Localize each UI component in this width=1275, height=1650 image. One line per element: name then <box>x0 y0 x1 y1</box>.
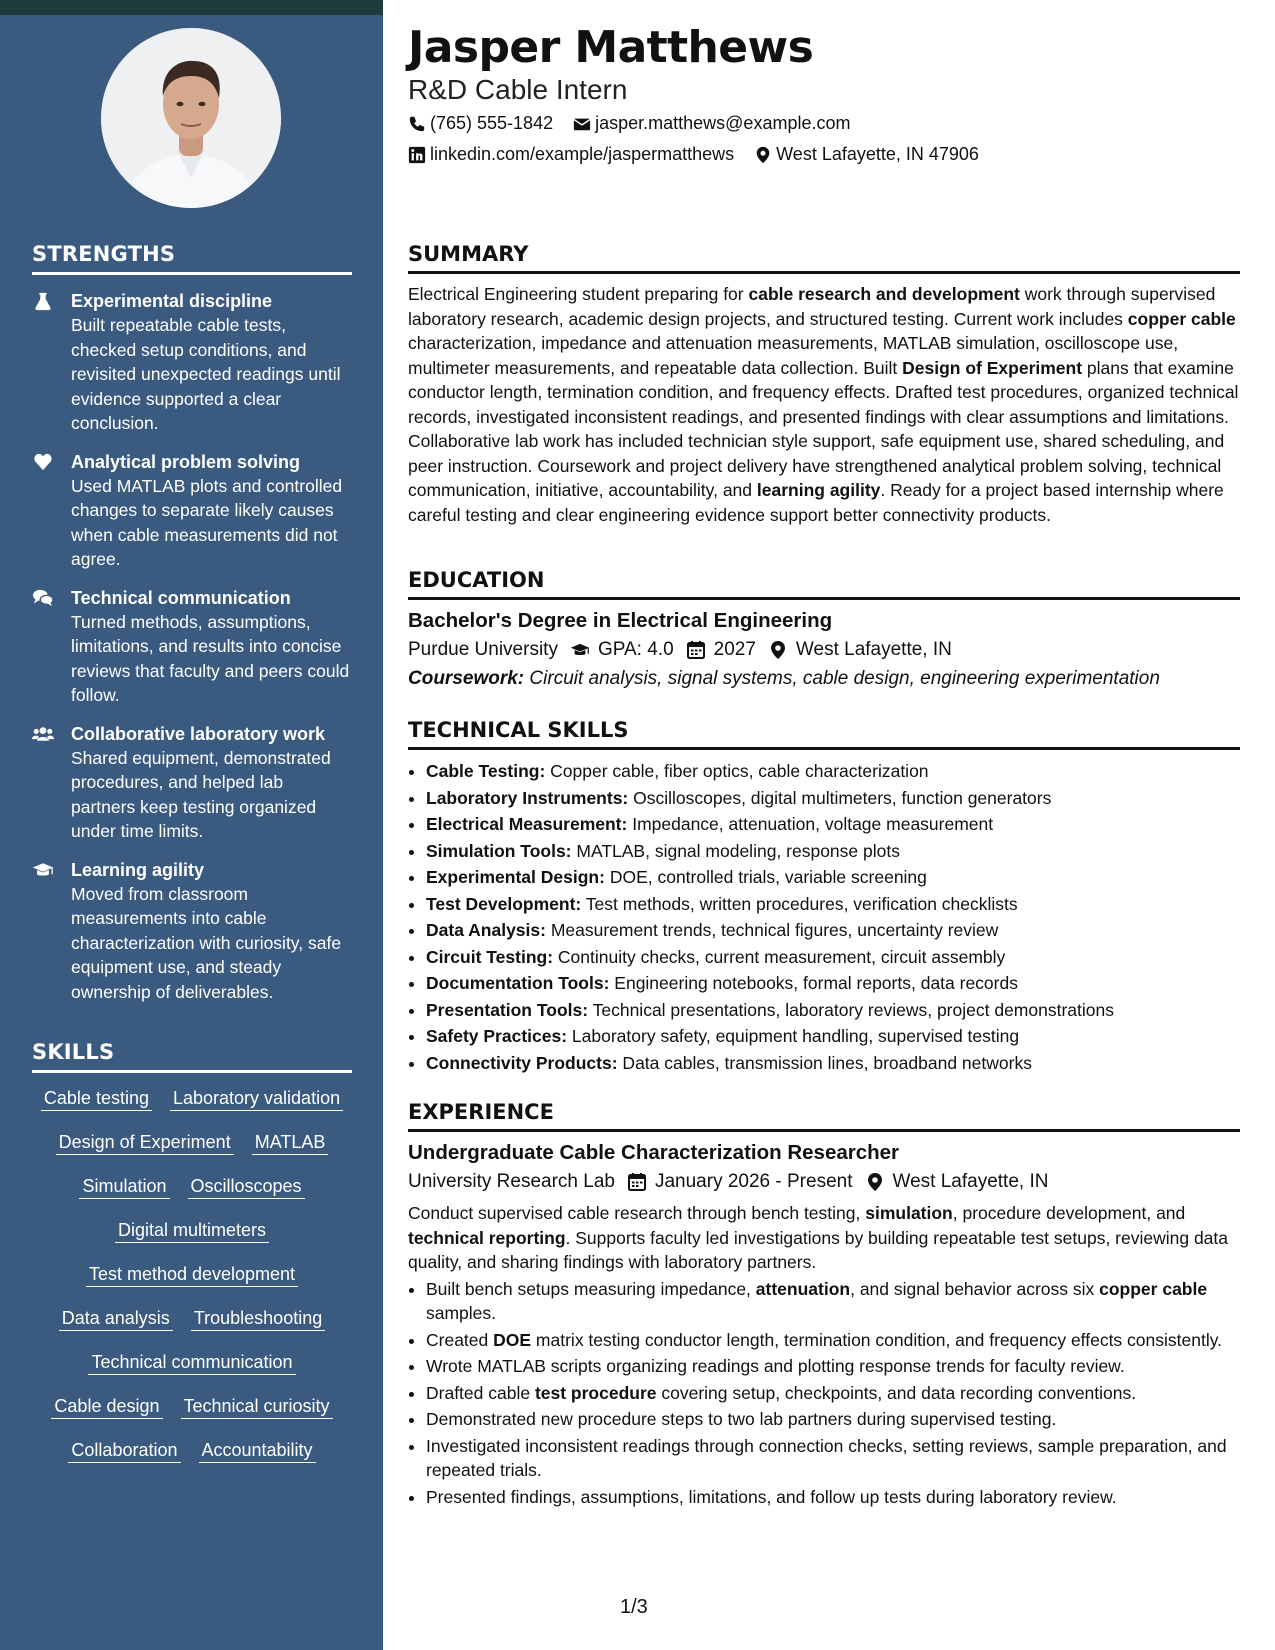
experience-dates-item <box>627 1171 853 1193</box>
text-segment: Investigated inconsistent readings through connection checks, setting reviews, sample preparation, and repeated trials. <box>426 1435 1227 1480</box>
text-segment: Built bench setups measuring impedance, <box>426 1278 756 1299</box>
text-segment: Created <box>426 1329 494 1350</box>
graduation-cap-icon <box>570 640 590 660</box>
technical-skill-item <box>426 998 1240 1023</box>
skill-category: Presentation Tools: <box>426 999 589 1020</box>
skill-row <box>32 1175 352 1199</box>
skill-tag: Cable testing <box>41 1087 152 1111</box>
strength-title: Technical communication <box>71 587 291 608</box>
avatar <box>101 28 281 208</box>
gpa-item <box>570 639 674 661</box>
strength-title: Collaborative laboratory work <box>71 723 326 744</box>
skills-section <box>32 1040 352 1483</box>
emphasis-text: copper cable <box>1099 1278 1208 1299</box>
skill-values: Data cables, transmission lines, broadband networks <box>617 1052 1032 1073</box>
text-segment: samples. <box>426 1303 497 1323</box>
emphasis-text: cable research and development <box>748 284 1020 304</box>
emphasis-text: Design of Experiment <box>902 357 1083 378</box>
technical-skill-item <box>426 1051 1240 1076</box>
technical-skill-item <box>426 759 1240 784</box>
contact-row <box>408 113 870 134</box>
skill-values: Test methods, written procedures, verification checklists <box>581 893 1018 914</box>
job-title: R&D Cable Intern <box>408 74 628 105</box>
users-icon <box>32 724 54 744</box>
calendar-icon <box>686 640 706 660</box>
strength-item <box>32 722 352 844</box>
profile-photo <box>101 28 281 208</box>
skill-values: Technical presentations, laboratory reviews, project demonstrations <box>588 999 1114 1020</box>
text-segment: Electrical Engineering student preparing for <box>408 284 749 304</box>
phone-contact[interactable] <box>408 113 553 134</box>
heart-icon <box>32 452 54 472</box>
skill-row <box>32 1131 352 1155</box>
skill-category: Simulation Tools: <box>426 840 572 861</box>
experience-bullet <box>426 1434 1240 1483</box>
experience-org: University Research Lab <box>408 1171 615 1192</box>
text-segment: . Supports faculty led investigations by building repeatable test setups, reviewing data quality, and sharing findings with laboratory partners. <box>408 1227 1229 1272</box>
technical-skill-item <box>426 892 1240 917</box>
degree-title: Bachelor's Degree in Electrical Engineering <box>408 609 833 632</box>
map-pin-icon <box>865 1172 885 1192</box>
skill-tag: Collaboration <box>68 1439 180 1463</box>
top-color-band <box>0 0 383 15</box>
technical-skill-item <box>426 1024 1240 1049</box>
strength-description: Used MATLAB plots and controlled changes to separate likely causes when cable measurements did not agree. <box>71 475 343 569</box>
sidebar <box>0 0 383 1650</box>
skill-row <box>32 1307 352 1331</box>
strength-description: Turned methods, assumptions, limitations, and results into concise reviews that faculty and peers could follow. <box>71 611 350 705</box>
emphasis-text: attenuation <box>755 1278 851 1299</box>
map-pin-icon <box>768 640 788 660</box>
skill-values: Oscilloscopes, digital multimeters, function generators <box>628 787 1052 808</box>
email-text: jasper.matthews@example.com <box>595 113 851 133</box>
skill-tag: Data analysis <box>59 1307 173 1331</box>
technical-skill-item <box>426 918 1240 943</box>
education-heading: EDUCATION <box>408 568 1240 600</box>
map-pin-icon <box>754 146 772 164</box>
skill-category: Circuit Testing: <box>426 946 554 967</box>
skill-values: Measurement trends, technical figures, uncertainty review <box>545 920 999 940</box>
strengths-section <box>32 242 352 1004</box>
strength-title: Experimental discipline <box>71 291 273 311</box>
skill-tag: Accountability <box>199 1439 316 1463</box>
technical-skills-list <box>408 759 1240 1075</box>
skill-row <box>32 1395 352 1419</box>
skill-tag: Digital multimeters <box>115 1219 269 1243</box>
phone-icon <box>408 115 426 133</box>
experience-bullet <box>426 1407 1240 1432</box>
emphasis-text: test procedure <box>534 1382 657 1403</box>
skill-values: MATLAB, signal modeling, response plots <box>571 840 900 861</box>
skill-values: Impedance, attenuation, voltage measurement <box>627 814 994 834</box>
text-segment: characterization, impedance and attenuation measurements, MATLAB simulation, oscilloscope use, multimeter measurements, and repeatable data collection. Built <box>408 333 1179 378</box>
strength-item <box>32 450 352 572</box>
experience-section <box>408 1100 1240 1511</box>
text-segment: Wrote MATLAB scripts organizing readings and plotting response trends for faculty review. <box>426 1356 1125 1376</box>
strength-description: Built repeatable cable tests, checked setup conditions, and revisited unexpected readings until evidence supported a clear conclusion. <box>71 315 341 433</box>
skill-category: Experimental Design: <box>426 867 605 887</box>
technical-skills-heading: TECHNICAL SKILLS <box>408 718 1240 750</box>
text-segment: work through supervised laboratory research, academic design projects, and structured testing. Current work includes <box>408 284 1216 329</box>
education-meta <box>408 639 1240 661</box>
technical-skill-item <box>426 971 1240 996</box>
strength-description: Moved from classroom measurements into cable characterization with curiosity, safe equipment use, and steady ownership of deliverables. <box>71 883 342 1002</box>
emphasis-text: learning agility <box>756 480 881 500</box>
page-number: 1/3 <box>620 1596 648 1618</box>
experience-heading: EXPERIENCE <box>408 1100 1240 1132</box>
phone-text: (765) 555-1842 <box>430 113 554 133</box>
skill-category: Electrical Measurement: <box>426 814 628 834</box>
education-section <box>408 568 1240 690</box>
strength-description: Shared equipment, demonstrated procedures, and helped lab partners keep testing organized under time limits. <box>71 747 331 841</box>
experience-bullet <box>426 1354 1240 1379</box>
graduation-year: 2027 <box>713 639 756 660</box>
school-location: West Lafayette, IN <box>795 639 952 660</box>
candidate-name: Jasper Matthews <box>408 22 814 73</box>
summary-text <box>408 282 1240 527</box>
location-text: West Lafayette, IN 47906 <box>776 144 979 164</box>
school-location-item <box>768 639 952 661</box>
summary-heading: SUMMARY <box>408 242 1240 274</box>
skill-tag: Simulation <box>79 1175 169 1199</box>
text-segment: . Ready for a project based internship where careful testing and clear engineering evidence support better connectivity products. <box>408 480 1224 525</box>
skill-values: Laboratory safety, equipment handling, supervised testing <box>567 1026 1020 1046</box>
strength-item <box>32 858 352 1005</box>
skill-row <box>32 1219 352 1243</box>
technical-skill-item <box>426 812 1240 837</box>
strength-title: Analytical problem solving <box>71 451 301 472</box>
skill-tag: Troubleshooting <box>191 1307 325 1331</box>
location-contact <box>754 144 979 165</box>
skill-row <box>32 1439 352 1463</box>
coursework-text: Circuit analysis, signal systems, cable design, engineering experimentation <box>529 668 1160 689</box>
experience-location-item <box>865 1171 1049 1193</box>
coursework <box>408 668 1240 690</box>
skill-tag: MATLAB <box>252 1131 329 1155</box>
skills-heading: SKILLS <box>32 1040 352 1073</box>
emphasis-text: DOE <box>493 1329 532 1350</box>
linkedin-text: linkedin.com/example/jaspermatthews <box>430 144 735 164</box>
skill-category: Test Development: <box>426 893 582 914</box>
skill-tag: Test method development <box>86 1263 298 1287</box>
skill-category: Cable Testing: <box>426 761 546 781</box>
year-item <box>686 639 756 661</box>
summary-section <box>408 242 1240 527</box>
experience-bullet <box>426 1485 1240 1510</box>
technical-skills-section <box>408 718 1240 1077</box>
experience-role: Undergraduate Cable Characterization Researcher <box>408 1141 900 1164</box>
text-segment: matrix testing conductor length, termination condition, and frequency effects consistently. <box>531 1329 1223 1350</box>
gpa-text: GPA: 4.0 <box>597 639 674 660</box>
emphasis-text: simulation <box>865 1203 953 1223</box>
graduation-cap-icon <box>32 860 54 880</box>
skill-values: DOE, controlled trials, variable screening <box>604 867 927 887</box>
skill-values: Continuity checks, current measurement, circuit assembly <box>553 946 1006 967</box>
technical-skill-item <box>426 786 1240 811</box>
skill-category: Laboratory Instruments: <box>426 787 629 808</box>
text-segment: plans that examine conductor length, termination condition, and frequency effects. Drafted test procedures, organized technical records, investigated inconsistent readings, and presented findings with clear assumptions and limitations. Collaborative lab work has included technician style support, safe equipment use, shared scheduling, and peer instruction. Coursework and project delivery have strengthened analytical problem solving, technical communication, initiative, accountability, and <box>408 357 1239 500</box>
experience-bullet <box>426 1328 1240 1353</box>
skill-category: Documentation Tools: <box>426 973 610 993</box>
skill-values: Engineering notebooks, formal reports, data records <box>609 973 1018 993</box>
technical-skill-item <box>426 865 1240 890</box>
text-segment: Drafted cable <box>426 1382 535 1403</box>
calendar-icon <box>627 1172 647 1192</box>
skill-values: Copper cable, fiber optics, cable characterization <box>545 761 929 781</box>
skills-tags <box>32 1087 352 1463</box>
text-segment: , procedure development, and <box>952 1203 1186 1223</box>
skill-category: Data Analysis: <box>426 920 546 940</box>
skill-tag: Design of Experiment <box>56 1131 234 1155</box>
strengths-heading: STRENGTHS <box>32 242 352 275</box>
strength-item <box>32 289 352 436</box>
text-segment: covering setup, checkpoints, and data recording conventions. <box>656 1382 1137 1403</box>
experience-meta <box>408 1171 1240 1193</box>
text-segment: Presented findings, assumptions, limitations, and follow up tests during laboratory review. <box>426 1486 1117 1507</box>
envelope-icon <box>573 115 591 133</box>
skill-row <box>32 1087 352 1111</box>
school-name: Purdue University <box>408 639 558 660</box>
technical-skill-item <box>426 839 1240 864</box>
experience-bullets <box>408 1277 1240 1510</box>
coursework-label: Coursework: <box>408 668 525 689</box>
chat-bubbles-icon <box>32 588 54 608</box>
email-contact[interactable] <box>573 113 850 134</box>
flask-icon <box>32 291 54 311</box>
contact-row-2 <box>408 144 999 165</box>
linkedin-icon <box>408 146 426 164</box>
text-segment: Conduct supervised cable research through bench testing, <box>408 1203 866 1223</box>
skill-tag: Oscilloscopes <box>188 1175 305 1199</box>
experience-bullet <box>426 1277 1240 1326</box>
strength-item <box>32 586 352 708</box>
skill-tag: Cable design <box>51 1395 162 1419</box>
skill-tag: Laboratory validation <box>170 1087 343 1111</box>
technical-skill-item <box>426 945 1240 970</box>
text-segment: Demonstrated new procedure steps to two lab partners during supervised testing. <box>426 1409 1057 1429</box>
experience-bullet <box>426 1381 1240 1406</box>
experience-location: West Lafayette, IN <box>892 1171 1049 1192</box>
emphasis-text: copper cable <box>1127 308 1236 329</box>
emphasis-text: technical reporting <box>408 1227 566 1248</box>
strength-title: Learning agility <box>71 859 205 880</box>
experience-dates: January 2026 - Present <box>654 1171 853 1192</box>
skill-row <box>32 1263 352 1287</box>
linkedin-contact[interactable] <box>408 144 734 165</box>
skill-tag: Technical communication <box>88 1351 295 1375</box>
skill-row <box>32 1351 352 1375</box>
text-segment: , and signal behavior across six <box>850 1278 1100 1299</box>
skill-category: Connectivity Products: <box>426 1052 618 1073</box>
skill-tag: Technical curiosity <box>181 1395 333 1419</box>
experience-intro <box>408 1201 1240 1275</box>
skill-category: Safety Practices: <box>426 1026 568 1046</box>
